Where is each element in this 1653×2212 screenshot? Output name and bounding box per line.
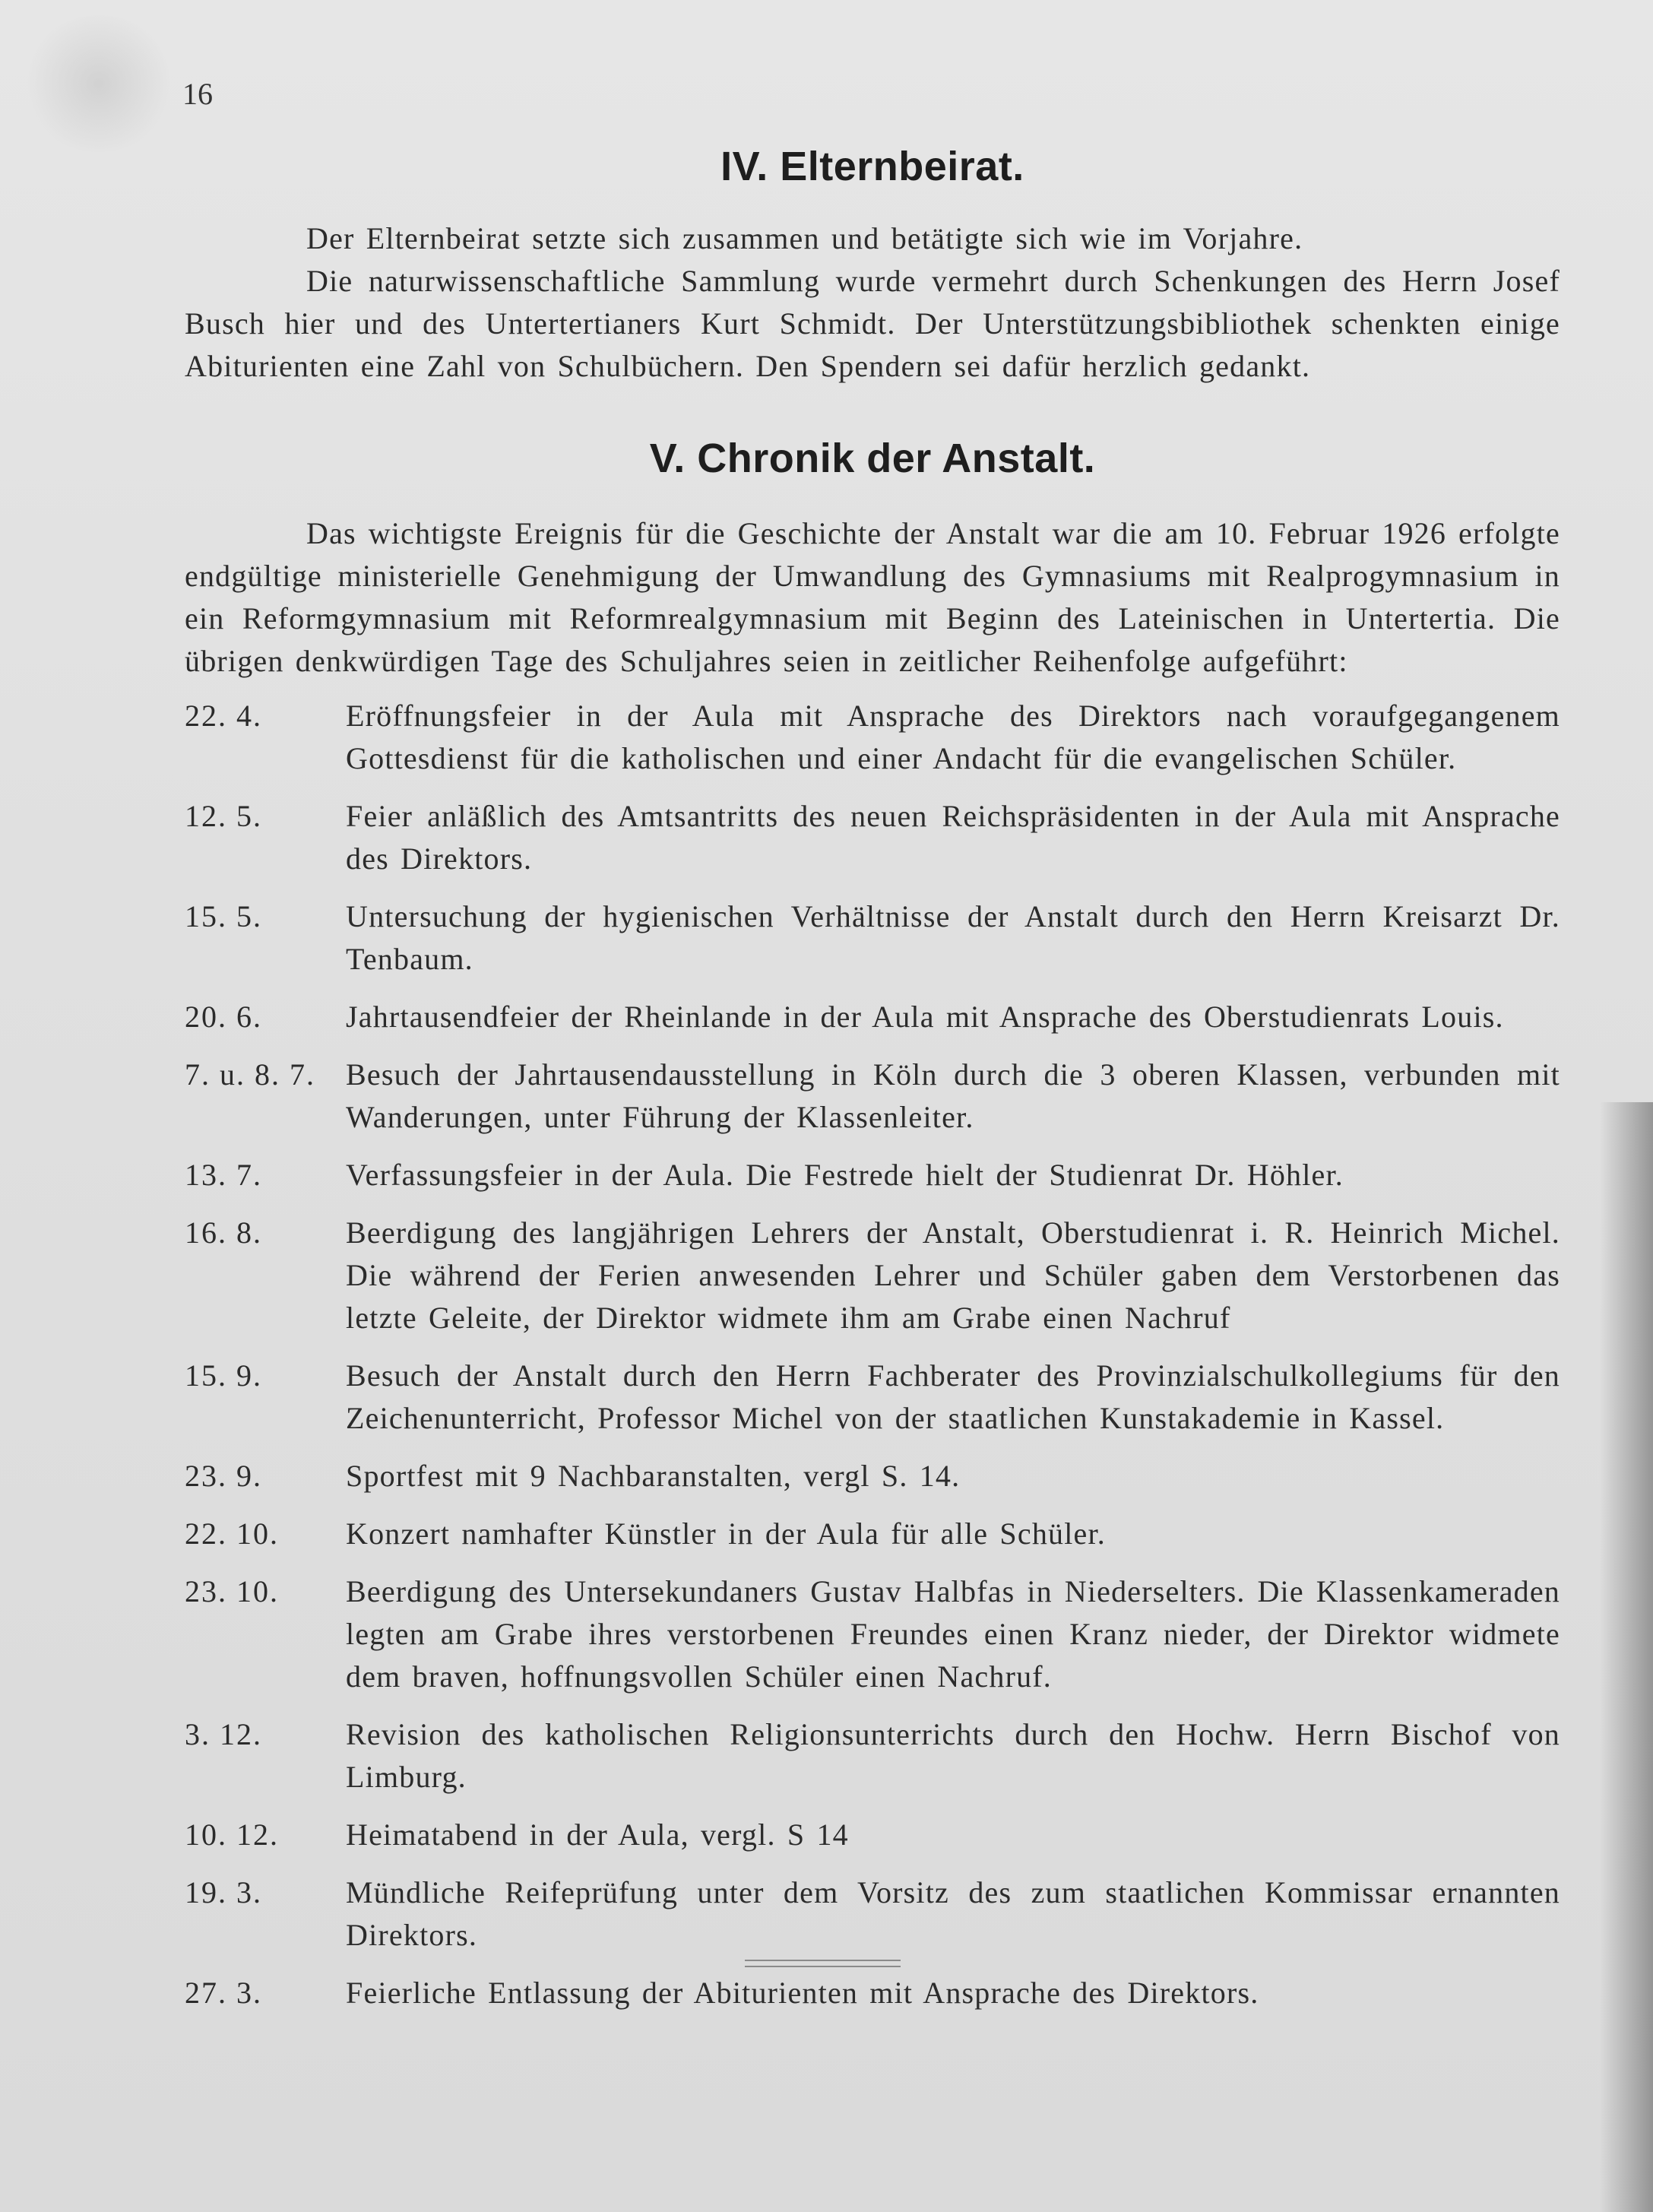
chronicle-entry-date: 19. 3. (185, 1875, 262, 1909)
chronicle-entry (185, 996, 1560, 1038)
chronicle-list (185, 695, 1560, 2014)
chronicle-entry (185, 1355, 1560, 1440)
chronicle-entry (185, 1814, 1560, 1856)
chronicle-entry (185, 1455, 1560, 1497)
chronicle-entry-date: 10. 12. (185, 1817, 279, 1852)
chronicle-entry-date: 22. 10. (185, 1516, 279, 1551)
page-edge-shadow (1600, 1102, 1653, 2212)
chronicle-entry (185, 1972, 1560, 2014)
chronicle-entry (185, 1713, 1560, 1798)
chronicle-entry-text: Mündliche Reifeprüfung unter dem Vorsitz des zum staatlichen Kommissar ernannten Direktors. (346, 1875, 1560, 1952)
chronicle-entry-date: 23. 9. (185, 1459, 262, 1493)
chronicle-entry-text: Feier anläßlich des Amtsantritts des neuen Reichspräsidenten in der Aula mit Ansprache des Direktors. (346, 799, 1560, 876)
chronicle-entry-text: Untersuchung der hygienischen Verhältnisse der Anstalt durch den Herrn Kreisarzt Dr. Tenbaum. (346, 899, 1560, 976)
chronicle-entry-date: 12. 5. (185, 799, 262, 833)
chronicle-entry-date: 16. 8. (185, 1215, 262, 1250)
chronicle-entry-date: 7. u. 8. 7. (185, 1057, 315, 1092)
section-heading-chronik: V. Chronik der Anstalt. (649, 436, 1096, 481)
chronicle-entry-text: Verfassungsfeier in der Aula. Die Festrede hielt der Studienrat Dr. Höhler. (346, 1158, 1344, 1192)
chronicle-entry-date: 27. 3. (185, 1976, 262, 2010)
chronicle-entry-date: 22. 4. (185, 699, 262, 733)
chronicle-entry-text: Sportfest mit 9 Nachbaranstalten, vergl S. 14. (346, 1459, 961, 1493)
chronicle-entry (185, 1513, 1560, 1555)
section-chronik (185, 435, 1560, 2030)
page-number: 16 (182, 77, 213, 111)
chronicle-entry (185, 1054, 1560, 1139)
chronicle-entry (185, 1212, 1560, 1339)
end-divider (745, 1960, 901, 1972)
chronicle-entry (185, 1154, 1560, 1196)
section-heading-elternbeirat: IV. Elternbeirat. (720, 144, 1024, 189)
chronicle-entry-text: Beerdigung des langjährigen Lehrers der Anstalt, Oberstudienrat i. R. Heinrich Michel. Die während der Ferien anwesenden Lehrer und Schüler gaben dem Verstorbenen das letzte Geleite, der Direktor widmete ihm am Grabe einen Nachruf (346, 1215, 1560, 1335)
section-elternbeirat (185, 143, 1560, 388)
chronicle-entry-text: Heimatabend in der Aula, vergl. S 14 (346, 1817, 849, 1852)
chronicle-entry (185, 695, 1560, 780)
chronicle-entry-date: 15. 5. (185, 899, 262, 933)
paragraph-chronik-intro: Das wichtigste Ereignis für die Geschichte der Anstalt war die am 10. Februar 1926 erfolgte endgültige ministerielle Genehmigung der Umwandlung des Gymnasiums mit Realprogymnasium in ein Reformgymnasium mit Reformrealgymnasium mit Beginn des Lateinischen in Untertertia. Die übrigen denkwürdigen Tage des Schuljahres seien in zeitlicher Reihenfolge aufgeführt: (185, 516, 1560, 678)
chronicle-entry-text: Revision des katholischen Religionsunterrichts durch den Hochw. Herrn Bischof von Limburg. (346, 1717, 1560, 1794)
page-smudge (23, 15, 175, 152)
chronicle-entry-date: 23. 10. (185, 1574, 279, 1608)
chronicle-entry (185, 795, 1560, 880)
chronicle-entry-text: Besuch der Anstalt durch den Herrn Fachberater des Provinzialschulkollegiums für den Zeichenunterricht, Professor Michel von der staatlichen Kunstakademie in Kassel. (346, 1358, 1560, 1435)
chronicle-entry-date: 3. 12. (185, 1717, 262, 1751)
chronicle-entry (185, 895, 1560, 981)
paragraph-elternbeirat-1: Der Elternbeirat setzte sich zusammen und betätigte sich wie im Vorjahre. (306, 221, 1303, 255)
chronicle-entry-date: 13. 7. (185, 1158, 262, 1192)
chronicle-entry-text: Besuch der Jahrtausendausstellung in Köln durch die 3 oberen Klassen, verbunden mit Wanderungen, unter Führung der Klassenleiter. (346, 1057, 1560, 1134)
chronicle-entry (185, 1570, 1560, 1698)
chronicle-entry-text: Feierliche Entlassung der Abiturienten mit Ansprache des Direktors. (346, 1976, 1259, 2010)
chronicle-entry-text: Beerdigung des Untersekundaners Gustav Halbfas in Niederselters. Die Klassenkameraden legten am Grabe ihres verstorbenen Freundes einen Kranz nieder, der Direktor widmete dem braven, hoffnungsvollen Schüler einen Nachruf. (346, 1574, 1560, 1694)
paragraph-elternbeirat-2: Die naturwissenschaftliche Sammlung wurde vermehrt durch Schenkungen des Herrn Josef Busch hier und des Untertertianers Kurt Schmidt. Der Unterstützungsbibliothek schenkten einige Abiturienten eine Zahl von Schulbüchern. Den Spendern sei dafür herzlich gedankt. (185, 264, 1560, 383)
chronicle-entry (185, 1871, 1560, 1957)
chronicle-entry-text: Jahrtausendfeier der Rheinlande in der Aula mit Ansprache des Oberstudienrats Louis. (346, 1000, 1504, 1034)
chronicle-entry-text: Konzert namhafter Künstler in der Aula für alle Schüler. (346, 1516, 1107, 1551)
chronicle-entry-date: 15. 9. (185, 1358, 262, 1393)
chronicle-entry-text: Eröffnungsfeier in der Aula mit Ansprache des Direktors nach voraufgegangenem Gottesdienst für die katholischen und einer Andacht für die evangelischen Schüler. (346, 699, 1560, 775)
chronicle-entry-date: 20. 6. (185, 1000, 262, 1034)
